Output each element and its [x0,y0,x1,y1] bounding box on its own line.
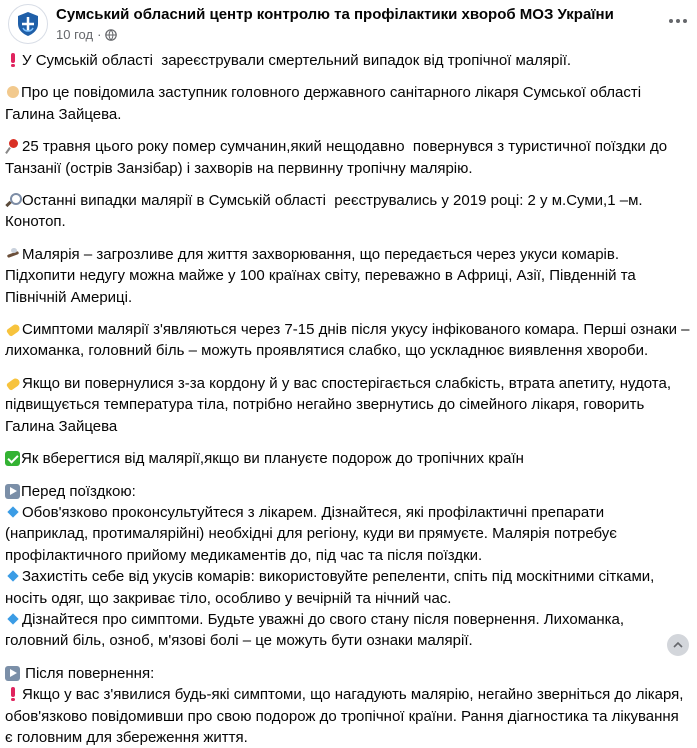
post-paragraph: У Сумській області зареєстрували смертельний випадок від тропічної малярії. [5,50,690,71]
exclamation-icon [5,52,21,68]
play-button-icon [5,666,20,681]
pushpin-icon [5,138,21,154]
doctor-icon [7,86,19,98]
more-icon [669,19,673,23]
pointing-hand-icon [5,375,21,391]
check-mark-icon [5,451,20,466]
shield-logo-icon [13,9,43,39]
section-title: Перед поїздкою: [5,481,690,502]
post-paragraph: Якщо ви повернулися з-за кордону й у вас спостерігається слабкість, втрата апетиту, нудота, підвищується температура тіла, потрібно негайно звернутись до сімейного лікаря, говорить Галина Зайцева [5,374,676,435]
play-button-icon [5,484,20,499]
post-body [5,50,694,748]
pointing-hand-icon [5,321,21,337]
page-name-link[interactable]: Сумський обласний центр контролю та профілактики хвороб МОЗ України [56,6,614,23]
post-meta [56,26,614,43]
list-item: Захистіть себе від укусів комарів: використовуйте репеленти, спіть під москітними сітками, носіть одяг, що закриває тіло, особливо у вечірній та нічний час. [5,568,659,607]
more-options-button[interactable] [665,8,691,34]
exclamation-icon [5,686,21,702]
post-time-link[interactable]: 10 год [56,27,94,42]
list-item: Якщо у вас з'явилися будь-які симптоми, що нагадують малярію, негайно зверніться до лікаря, обов'язково повідомивши про свою подорож до тропічної країни. Рання діагностика та лікування є головним для збереження життя. [5,686,688,746]
blue-diamond-icon [5,568,21,584]
blue-diamond-icon [5,611,21,627]
post-paragraph: Малярія – загрозливе для життя захворювання, що передається через укуси комарів. Підхопити недугу можна майже у 100 країнах світу, переважно в Африці, Азії, Південній та Північній Америці. [5,245,640,306]
post-paragraph: 25 травня цього року помер сумчанин,який нещодавно повернувся з туристичної поїздки до Танзанії (острів Занзібар) і захворів на первинну тропічну малярію. [5,138,672,177]
globe-icon [105,29,117,41]
list-item: Дізнайтеся про симптоми. Будьте уважні до свого стану після повернення. Лихоманка, головний біль, озноб, м'язові болі – це можуть бути ознаки малярії. [5,610,629,650]
page-avatar[interactable] [8,4,48,44]
meta-separator: · [97,27,102,42]
chevron-up-icon [672,639,684,651]
section-title: Після повернення: [5,663,690,684]
mosquito-icon [5,246,21,262]
floating-action-button[interactable] [667,634,689,656]
post-paragraph: Про це повідомила заступник головного державного санітарного лікаря Сумської області Галина Зайцева. [5,84,646,123]
magnifier-icon [5,192,21,208]
post-paragraph: Останні випадки малярії в Сумській області реєструвались у 2019 році: 2 у м.Суми,1 –м. Конотоп. [5,192,647,231]
post-paragraph: Симптоми малярії з'являються через 7-15 днів після укусу інфікованого комара. Перші ознаки – лихоманка, головний біль – можуть проявлятися слабко, що ускладнює виявлення хвороби. [5,321,694,360]
list-item: Обов'язково проконсультуйтеся з лікарем. Дізнайтеся, які профілактичні препарати (наприклад, протималярійні) необхідні для регіону, куди ви прямуєте. Малярія потребує профілактичного прийому медикаментів до, під час та після поїздки. [5,503,622,564]
blue-diamond-icon [5,504,21,520]
post-header [8,4,614,44]
post-paragraph: Як вберегтися від малярії,якщо ви плануєте подорож до тропічних країн [5,448,690,469]
